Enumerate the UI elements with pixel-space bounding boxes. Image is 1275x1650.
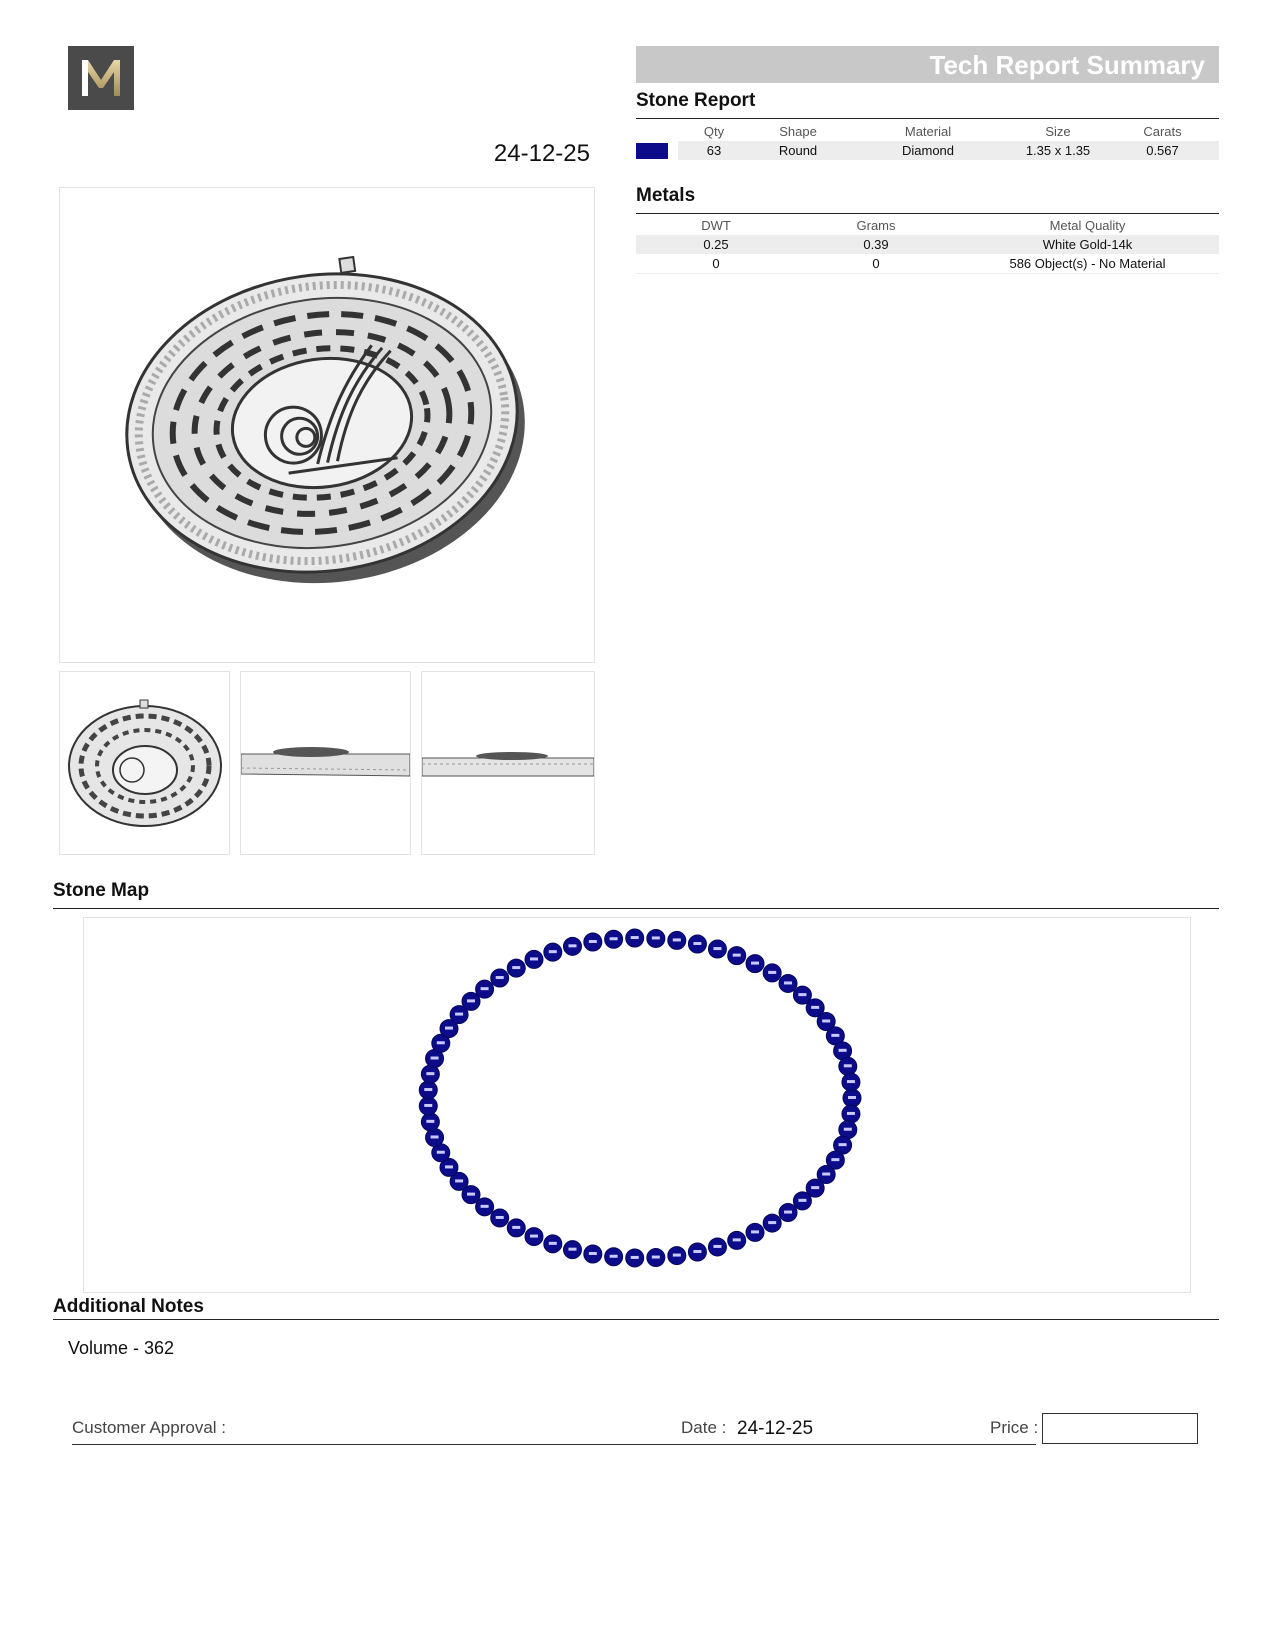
color-column-header xyxy=(636,121,678,141)
stone-report-table xyxy=(636,121,1219,160)
qty-cell: 63 xyxy=(678,141,750,160)
thumbnail-side-view xyxy=(240,671,411,855)
stone-marker xyxy=(563,937,581,955)
price-input-box[interactable] xyxy=(1042,1413,1198,1444)
approval-signature-line[interactable] xyxy=(72,1444,1036,1445)
stone-marker xyxy=(421,1065,439,1083)
stone-marker xyxy=(708,1238,726,1256)
table-row xyxy=(636,235,1219,254)
metal-quality-cell: 586 Object(s) - No Material xyxy=(1009,256,1166,271)
stone-marker xyxy=(544,1235,562,1253)
stone-marker xyxy=(779,1204,797,1222)
additional-notes-rule xyxy=(53,1319,1219,1320)
pendant-thumbnail-front xyxy=(60,672,229,854)
stone-color-swatch xyxy=(636,143,668,159)
stone-map-panel xyxy=(83,917,1191,1293)
stone-marker xyxy=(563,1241,581,1259)
stone-marker xyxy=(688,1243,706,1261)
stone-marker xyxy=(763,1214,781,1232)
column-header: DWT xyxy=(701,217,731,233)
dwt-cell: 0 xyxy=(712,256,720,271)
stone-report-title: Stone Report xyxy=(636,90,756,111)
column-header: Grams xyxy=(856,217,896,233)
stone-marker xyxy=(426,1128,444,1146)
stone-marker xyxy=(626,1249,644,1267)
stone-marker xyxy=(605,930,623,948)
report-title-bar xyxy=(636,46,1219,83)
report-date: 24-12-25 xyxy=(493,140,590,167)
price-label: Price : xyxy=(990,1418,1039,1437)
stone-marker xyxy=(746,1223,764,1241)
grams-cell: 0.39 xyxy=(796,235,956,254)
stone-marker xyxy=(842,1105,860,1123)
pendant-thumbnail-side-2 xyxy=(422,672,594,854)
material-cell: Diamond xyxy=(846,141,1010,160)
stone-marker xyxy=(584,933,602,951)
stone-marker xyxy=(419,1097,437,1115)
stone-marker xyxy=(584,1245,602,1263)
main-render-image xyxy=(59,187,595,663)
stone-marker xyxy=(507,959,525,977)
m-logo-icon xyxy=(68,46,134,110)
stone-marker xyxy=(843,1089,861,1107)
stone-marker xyxy=(728,947,746,965)
column-header: Metal Quality xyxy=(1049,217,1126,233)
stone-marker xyxy=(668,1247,686,1265)
stone-marker xyxy=(421,1113,439,1131)
stone-marker xyxy=(668,931,686,949)
company-logo xyxy=(68,46,134,110)
dwt-cell: 0.25 xyxy=(636,235,796,254)
column-header: Shape xyxy=(779,123,817,139)
metals-table xyxy=(636,215,1219,274)
additional-notes-title: Additional Notes xyxy=(53,1296,204,1317)
stone-marker xyxy=(419,1081,437,1099)
pendant-thumbnail-side xyxy=(241,672,410,854)
stone-marker xyxy=(708,940,726,958)
stone-marker xyxy=(793,1192,811,1210)
approval-date-value: 24-12-25 xyxy=(737,1418,814,1439)
stone-marker xyxy=(626,929,644,947)
column-header: Qty xyxy=(703,123,725,139)
metals-title: Metals xyxy=(636,185,696,206)
carats-cell: 0.567 xyxy=(1106,141,1219,160)
date-label: Date : xyxy=(681,1418,727,1437)
pendant-render-main xyxy=(60,188,594,662)
stone-marker xyxy=(647,1249,665,1267)
grams-cell: 0 xyxy=(872,256,880,271)
thumbnail-side-view-2 xyxy=(421,671,595,855)
stone-marker xyxy=(842,1073,860,1091)
stone-marker xyxy=(688,935,706,953)
stone-marker xyxy=(525,1228,543,1246)
stone-color-swatch-cell xyxy=(636,141,678,160)
stone-marker xyxy=(779,974,797,992)
table-row xyxy=(636,254,1219,274)
stone-marker xyxy=(647,929,665,947)
stone-report-rule xyxy=(636,118,1219,119)
column-header: Size xyxy=(1045,123,1071,139)
stone-marker xyxy=(525,950,543,968)
stone-marker xyxy=(544,943,562,961)
thumbnail-front-view xyxy=(59,671,230,855)
stone-marker xyxy=(605,1248,623,1266)
metal-quality-cell: White Gold-14k xyxy=(956,235,1219,254)
column-header: Carats xyxy=(1143,123,1182,139)
stone-marker xyxy=(839,1057,857,1075)
column-header: Material xyxy=(904,123,952,139)
report-title: Tech Report Summary xyxy=(929,50,1205,80)
customer-approval-label: Customer Approval : xyxy=(72,1418,227,1437)
stone-map-title: Stone Map xyxy=(53,880,150,901)
stone-marker xyxy=(476,980,494,998)
stone-marker xyxy=(507,1219,525,1237)
additional-notes-text: Volume - 362 xyxy=(68,1338,175,1358)
shape-cell: Round xyxy=(750,141,846,160)
stone-marker xyxy=(746,955,764,973)
stone-marker xyxy=(491,1209,509,1227)
stone-marker xyxy=(763,964,781,982)
metals-rule xyxy=(636,213,1219,214)
stone-map-diagram xyxy=(84,918,1190,1292)
stone-marker xyxy=(491,969,509,987)
stone-marker xyxy=(728,1231,746,1249)
stone-map-rule xyxy=(53,908,1219,909)
table-header-row xyxy=(636,215,1219,235)
table-row xyxy=(636,141,1219,160)
size-cell: 1.35 x 1.35 xyxy=(1010,141,1106,160)
table-header-row xyxy=(636,121,1219,141)
